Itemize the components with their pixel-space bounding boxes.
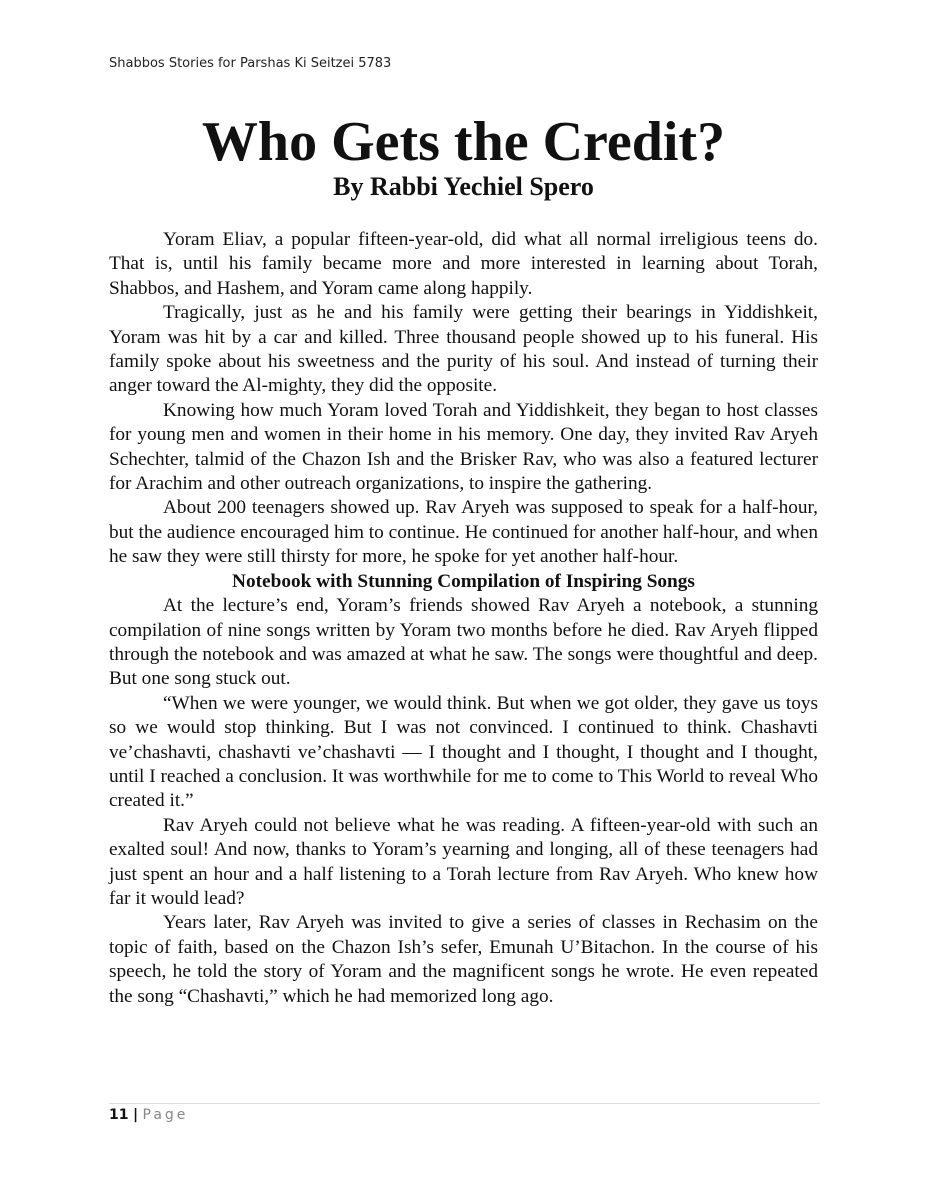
paragraph: Knowing how much Yoram loved Torah and Yiddishkeit, they began to host classes for young men and women in their home in his memory. One day, they invited Rav Aryeh Schechter, talmid of the Chazon Ish and the Brisker Rav, who was also a featured lecturer for Arachim and other outreach organizations, to inspire the gathering. bbox=[109, 399, 818, 495]
page-number: 11 bbox=[109, 1107, 129, 1123]
article-body bbox=[109, 228, 818, 1009]
paragraph: “When we were younger, we would think. But when we got older, they gave us toys so we would stop thinking. But I was not convinced. I continued to think. Chashavti ve’chashavti, chashavti ve’chashavti — I thought and I thought, I thought and I thought, until I reached a conclusion. It was worthwhile for me to come to This World to reveal Who created it.” bbox=[109, 692, 818, 812]
section-subheading: Notebook with Stunning Compilation of Inspiring Songs bbox=[232, 570, 695, 592]
paragraph: Years later, Rav Aryeh was invited to give a series of classes in Rechasim on the topic of faith, based on the Chazon Ish’s sefer, Emunah U’Bitachon. In the course of his speech, he told the story of Yoram and the magnificent songs he wrote. He even repeated the song “Chashavti,” which he had memorized long ago. bbox=[109, 912, 818, 1007]
paragraph: Rav Aryeh could not believe what he was reading. A fifteen-year-old with such an exalted soul! And now, thanks to Yoram’s yearning and longing, all of these teenagers had just spent an hour and a half listening to a Torah lecture from Rav Aryeh. Who knew how far it would lead? bbox=[109, 814, 818, 909]
footer-divider bbox=[109, 1103, 820, 1104]
page-footer bbox=[109, 1107, 188, 1123]
paragraph: At the lecture’s end, Yoram’s friends showed Rav Aryeh a notebook, a stunning compilation of nine songs written by Yoram two months before he died. Rav Aryeh flipped through the notebook and was amazed at what he saw. The songs were thoughtful and deep. But one song stuck out. bbox=[109, 595, 818, 690]
running-header: Shabbos Stories for Parshas Ki Seitzei 5783 bbox=[109, 56, 392, 71]
paragraph: About 200 teenagers showed up. Rav Aryeh was supposed to speak for a half-hour, but the audience encouraged him to continue. He continued for another half-hour, and when he saw they were still thirsty for more, he spoke for yet another half-hour. bbox=[109, 497, 818, 568]
article-title: Who Gets the Credit? bbox=[201, 111, 726, 173]
page-label: Page bbox=[142, 1107, 189, 1123]
byline: By Rabbi Yechiel Spero bbox=[333, 172, 594, 201]
footer-separator: | bbox=[132, 1107, 139, 1123]
paragraph: Yoram Eliav, a popular fifteen-year-old, did what all normal irreligious teens do. That is, until his family became more and more interested in learning about Torah, Shabbos, and Hashem, and Yoram came along happily. bbox=[109, 229, 818, 299]
paragraph: Tragically, just as he and his family were getting their bearings in Yiddishkeit, Yoram was hit by a car and killed. Three thousand people showed up to his funeral. His family spoke about his sweetness and the purity of his soul. And instead of turning their anger toward the Al-mighty, they did the opposite. bbox=[109, 302, 818, 397]
